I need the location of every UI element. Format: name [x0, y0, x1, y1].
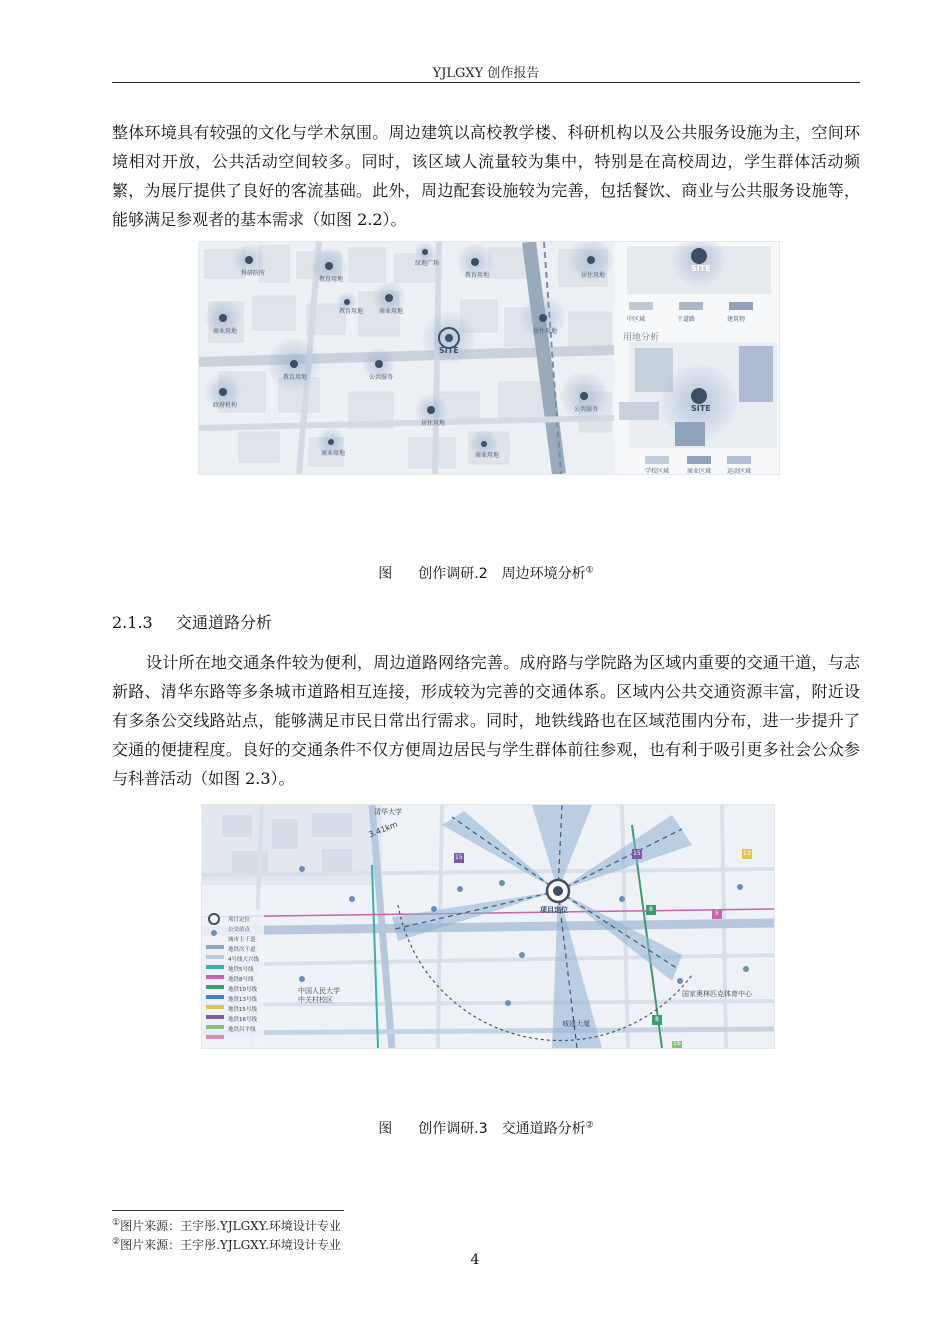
legend-item: 地铁13号线: [228, 997, 257, 1003]
label-renmin: 中国人民大学 中关村校区: [298, 987, 340, 1004]
label-tsinghua: 清华大学: [374, 808, 402, 816]
footnote-ref: ②: [585, 1120, 594, 1131]
section-heading: [112, 610, 272, 633]
footnote-mark: ①: [112, 1218, 121, 1228]
map-label: 教育用地: [339, 308, 364, 315]
map-label: 居住用地: [581, 272, 606, 279]
legend-item: 地铁5号线: [228, 967, 254, 973]
footnote-mark: ②: [112, 1237, 121, 1247]
label-project: 项目定位: [540, 906, 568, 914]
label-building: 城建大厦: [562, 1020, 590, 1028]
caption-prefix: 图: [378, 1121, 393, 1137]
legend-item: 地铁16号线: [228, 1017, 257, 1023]
map-label: 教育用地: [283, 374, 308, 381]
footnote-rule: [112, 1210, 344, 1211]
map-label: 科研院所: [241, 270, 266, 277]
map-label: 教育用地: [319, 276, 344, 283]
figure-environment-analysis: [198, 241, 780, 475]
map-label: 居住用地: [421, 420, 446, 427]
legend-item: 地铁8号线: [228, 977, 254, 983]
legend-top-label: 建筑物: [727, 316, 746, 323]
label-distance: 3.41km: [367, 819, 399, 840]
legend-item: 4号线大兴线: [228, 957, 259, 963]
line-badge-label: 5: [715, 910, 719, 917]
section-title: 交通道路分析: [176, 613, 273, 632]
footnote-2: [112, 1236, 341, 1253]
map-label: 政府机构: [213, 402, 238, 409]
map-label: 商业用地: [475, 452, 500, 459]
site-label-bottom: SITE: [691, 404, 711, 413]
legend-item: 地铁次干道: [228, 947, 256, 953]
line-badge-label: 15: [633, 850, 641, 857]
line-badge-label: 15: [455, 854, 463, 861]
label-olympic: 国家奥林匹克体育中心: [682, 990, 752, 998]
line-badge-label: 8: [649, 906, 653, 913]
figure-caption-2-2: [112, 563, 860, 583]
figure-traffic-analysis: [201, 804, 775, 1049]
section-number: 2.1.3: [112, 613, 153, 632]
legend-top-label: 干道路: [677, 316, 696, 323]
paragraph-traffic: 设计所在地交通条件较为便利，周边道路网络完善。成府路与学院路为区域内重要的交通干道，与志新路、清华东路等多条城市道路相互连接，形成较为完善的交通体系。区域内公共交通资源丰富，附近设有多条公交线路站点，能够满足市民日常出行需求。同时，地铁线路也在区域范围内分布，进一步提升了交通的便捷程度。良好的交通条件不仅方便周边居民与学生群体前往参观，也有利于吸引更多社会公众参与科普活动（如图 2.3）。: [112, 653, 860, 788]
footnote-1: [112, 1217, 341, 1234]
legend-item: 地铁10号线: [228, 987, 257, 993]
footnote-text: 图片来源：王宇彤.YJLGXY.环境设计专业: [120, 1219, 341, 1233]
map-label: 商业用地: [213, 328, 238, 335]
legend-bottom-label: 商业区域: [687, 468, 712, 475]
caption-text: 创作调研.3 交通道路分析: [418, 1121, 586, 1137]
legend-item: 地铁昌平线: [228, 1027, 256, 1033]
map-label: 商业用地: [321, 450, 346, 457]
site-label: SITE: [439, 346, 459, 355]
legend-item: 公交站点: [228, 927, 251, 933]
map-label: 绿地广场: [415, 260, 440, 267]
paragraph-environment: 整体环境具有较强的文化与学术氛围。周边建筑以高校教学楼、科研机构以及公共服务设施为主，空间环境相对开放，公共活动空间较多。同时，该区域人流量较为集中，特别是在高校周边，学生群体活动频繁，为展厅提供了良好的客流基础。此外，周边配套设施较为完善，包括餐饮、商业与公共服务设施等，能够满足参观者的基本需求（如图 2.2）。: [112, 123, 860, 229]
legend-item: 地铁15号线: [228, 1007, 257, 1013]
figure-caption-2-3: [112, 1118, 860, 1138]
line-badge-label: 16: [673, 1040, 681, 1047]
legend-bottom-label: 运动区域: [727, 468, 752, 475]
caption-text: 创作调研.2 周边环境分析: [418, 566, 586, 582]
legend-item: 项目定位: [228, 917, 251, 923]
map-label: 公共服务: [574, 406, 599, 413]
legend-item: 城市主干道: [228, 937, 256, 943]
map-label: 居住用地: [533, 328, 558, 335]
page-number: 4: [470, 1252, 480, 1268]
line-badge-label: 13: [743, 850, 751, 857]
land-use-title: 用地分析: [623, 333, 660, 343]
footnote-ref: ①: [585, 565, 594, 576]
map-label: 商业用地: [379, 308, 404, 315]
footnote-text: 图片来源：王宇彤.YJLGXY.环境设计专业: [120, 1238, 341, 1252]
line-badge-label: 8: [655, 1016, 659, 1023]
header-title: YJLGXY 创作报告: [432, 66, 540, 81]
legend-bottom-label: 学校区域: [645, 468, 670, 475]
header-rule: [112, 82, 860, 83]
site-label-top: SITE: [691, 264, 711, 273]
legend-labels: [228, 915, 259, 1035]
map-label: 教育用地: [465, 272, 490, 279]
caption-prefix: 图: [378, 566, 393, 582]
legend-top-label: 中区域: [627, 316, 646, 323]
map-label: 公共服务: [369, 374, 394, 381]
